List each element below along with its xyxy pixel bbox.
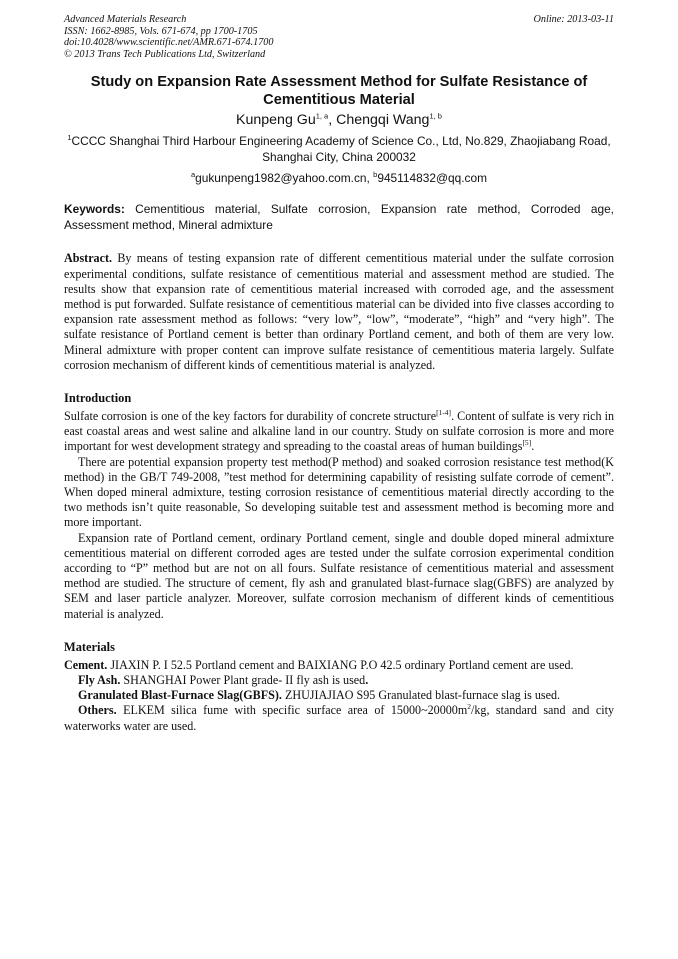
materials-text: ZHUJIAJIAO S95 Granulated blast-furnace slag is used. [281,688,561,703]
email-address: 945114832@qq.com [377,171,488,186]
journal-name: Advanced Materials Research [64,14,187,25]
author-line [64,112,614,129]
intro-paragraph: There are potential expansion property test method(P method) and soaked corrosion resistance test method(K method) in the GB/T 749-2008, ”test method for determining capability of resisting sulfate corrode of cement”. When doped mineral admixture, testing corrosion resistance of cementitious material directly according to the two methods isn’t quite reasonable, So developing suitable test and assessment method is becoming more and more important. [64,454,614,530]
affiliation-text: CCCC Shanghai Third Harbour Engineering Academy of Science Co., Ltd, No.829, Zhaojiabang Road, Shanghai City, China 200032 [71,134,611,164]
email-line [64,171,614,186]
issn-line: ISSN: 1662-8985, Vols. 671-674, pp 1700-1705 [64,25,258,37]
materials-text: SHANGHAI Power Plant grade- II fly ash is used [120,673,366,688]
copyright-line: © 2013 Trans Tech Publications Ltd, Switzerland [64,48,266,60]
materials-text: ELKEM silica fume with specific surface area of 15000~20000m [116,703,468,718]
abstract-text: By means of testing expansion rate of different cementitious material under the sulfate corrosion experimental conditions, sulfate resistance of cementitious material and assessment method are studied. The results show that expansion rate of cementitious material increased with corroded age, and the assessment method is put forwarded. Sulfate resistance of cementitious material can be divided into five classes according to expansion rate assessment method as follows: “very low”, “low”, “moderate”, “high” and “very high”. The sulfate resistance of Portland cement is better than ordinary Portland cement, and both of them are very low. Mineral admixture with proper content can improve sulfate resistance of cementitious materia largely. Sulfate corrosion mechanism of different kinds of cementitious material is analyzed. [64,251,614,372]
keywords [64,202,614,233]
online-date: Online: 2013-03-11 [533,14,614,25]
materials-item-others [64,703,614,733]
affiliation-superscript: 1 [67,133,72,143]
section-heading-materials: Materials [64,639,115,654]
journal-header [64,14,614,60]
materials-label: Cement. [64,657,108,672]
intro-text: . [531,439,535,454]
section-heading-introduction: Introduction [64,391,132,405]
doi-line: doi:10.4028/www.scientific.net/AMR.671-674.1700 [64,37,274,49]
materials-item-gbfs [64,688,614,703]
keywords-text: Cementitious material, Sulfate corrosion, Expansion rate method, Corroded age, Assessment method, Mineral admixture [64,202,614,232]
affiliation [64,134,614,165]
author-name: Chengqi Wang [336,112,430,129]
citation: [1-4] [436,407,452,417]
author-superscript: 1, b [429,111,442,121]
materials-item-cement [64,658,614,673]
abstract [64,251,614,373]
abstract-label: Abstract. [64,251,113,266]
paper-title: Study on Expansion Rate Assessment Method for Sulfate Resistance of Cementitious Material [90,74,588,108]
intro-text: . Content of sulfate is very rich in east coastal areas and west saline and alkaline land in our country. Study on sulfate corrosion is more and more important for west development strategy and spreading to the coastal areas of human buildings [64,409,614,454]
author-superscript: 1, a [315,111,329,121]
keywords-label: Keywords: [64,202,125,217]
intro-text: Sulfate corrosion is one of the key factors for durability of concrete structure [64,409,437,423]
paper-page [64,14,614,734]
email-superscript: b [373,170,378,180]
materials-label: Granulated Blast-Furnace Slag(GBFS). [78,688,282,703]
author-separator: , [328,112,337,129]
email-superscript: a [190,170,196,180]
materials-label: Fly Ash. [78,673,121,688]
citation: [5] [522,438,532,448]
superscript: 2 [467,702,472,712]
materials-label: Others. [78,703,117,718]
email-address: gukunpeng1982@yahoo.com.cn, [195,171,374,186]
intro-paragraph [64,409,614,455]
materials-text: JIAXIN P. I 52.5 Portland cement and BAIXIANG P.O 42.5 ordinary Portland cement are used. [107,657,574,672]
materials-text-end: . [365,673,369,688]
materials-item-fly-ash [64,673,614,688]
intro-paragraph: Expansion rate of Portland cement, ordinary Portland cement, single and double doped mineral admixture cementitious material on different corroded ages are tested under the sulfate corrosion experimental condition according to “P” method but are not on all fours. Sulfate resistance of cementitious material and assessment method are studied. The structure of cement, fly ash and granulated blast-furnace slag(GBFS) are analyzed by SEM and laser particle analyzer. Moreover, sulfate corrosion mechanism of different kinds of cementitious material is analyzed. [64,530,614,621]
author-name: Kunpeng Gu [236,112,316,129]
materials-text: /kg, standard sand and city waterworks water are used. [64,703,614,733]
